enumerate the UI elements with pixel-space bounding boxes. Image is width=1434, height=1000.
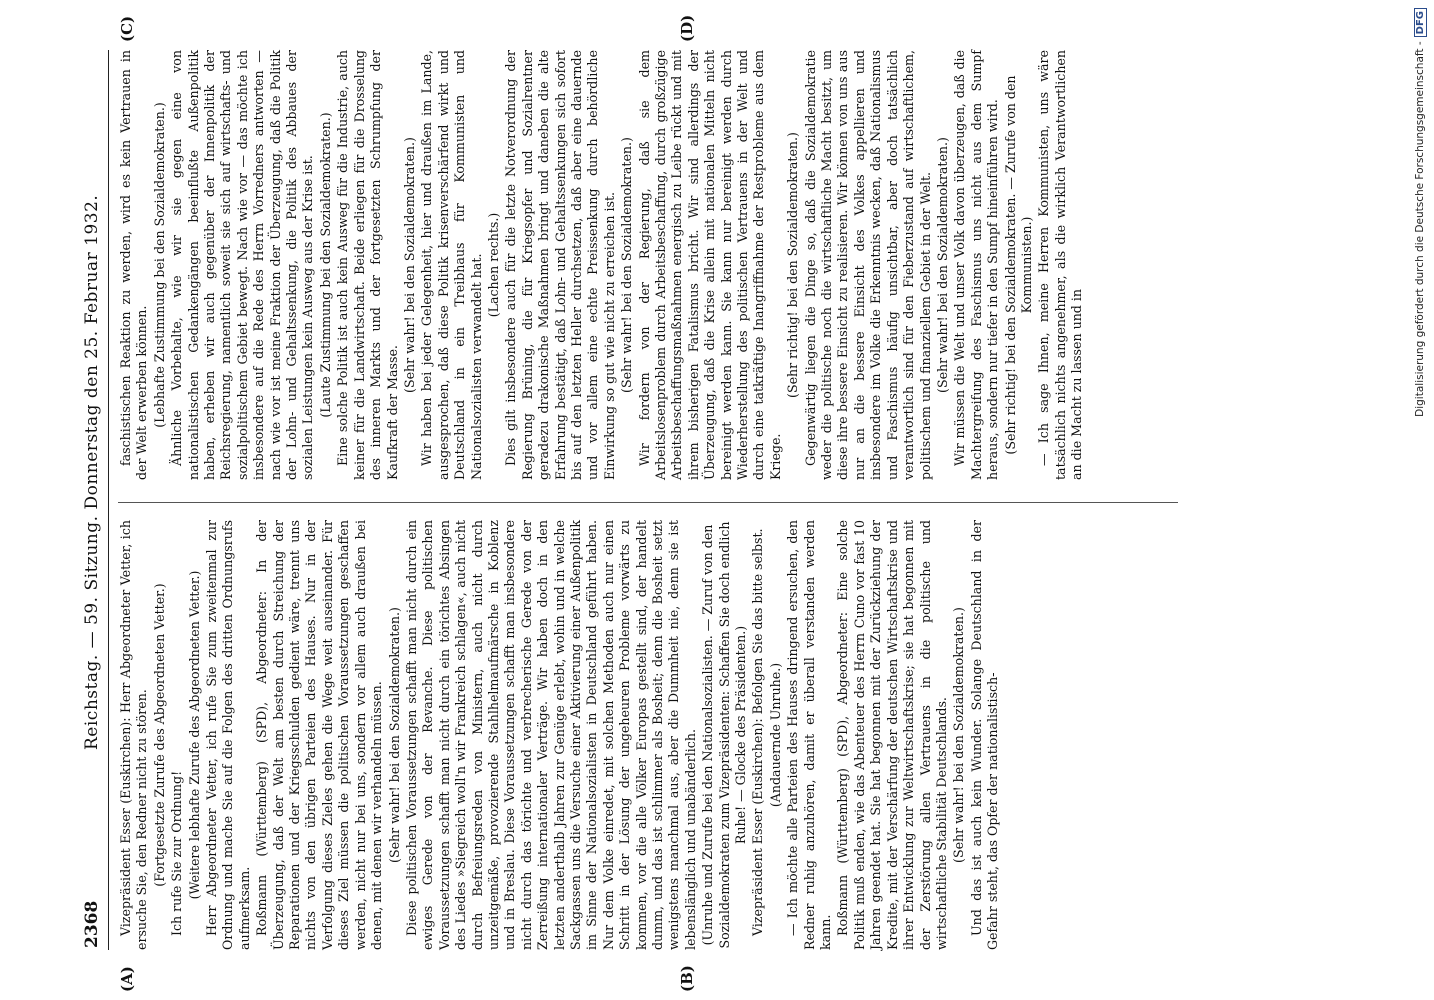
paragraph: — Ich sage Ihnen, meine Herren Kommunisten, uns wäre tatsächlich nichts angenehmer, als die wirklich Verantwortlichen an die Macht zu lassen und in: [1036, 50, 1085, 480]
stage-direction: (Sehr wahr! bei den Sozialdemokraten.): [401, 137, 417, 393]
margin-marker-a: (A): [118, 966, 136, 992]
stage-direction: (Laute Zustimmung bei den Sozialdemokraten.): [317, 112, 333, 418]
stage-direction: (Unruhe und Zurufe bei den Nationalsozialisten. — Zuruf von den Sozialdemokraten zum Vizepräsidenten: Schaffen Sie doch endlich Ruhe! — Glocke des Präsidenten.): [700, 521, 749, 949]
stage-direction: (Lebhafte Zustimmung bei den Sozialdemokraten.): [151, 102, 167, 428]
paragraph: Vizepräsident Esser (Euskirchen): Herr Abgeordneter Vetter, ich ersuche Sie, den Redner nicht zu stören.: [118, 520, 150, 950]
digitization-text: Digitalisierung gefördert durch die Deutsche Forschungsgemeinschaft -: [1414, 41, 1426, 417]
paragraph: Wir haben bei jeder Gelegenheit, hier und draußen im Lande, ausgesprochen, daß diese Politik krisenverschärfend wirkt und Deutschland in ein Treibhaus für Kommunisten und Nationalsozialisten verwandelt hat.: [419, 50, 484, 480]
stage-direction: (Sehr wahr! bei den Sozialdemokraten.): [934, 137, 950, 393]
paragraph: faschistischen Reaktion zu werden, wird es kein Vertrauen in der Welt erwerben können.: [118, 50, 150, 480]
paragraph: Ich rufe Sie zur Ordnung!: [169, 770, 185, 936]
stage-direction: (Lachen rechts.): [485, 212, 501, 318]
margin-marker-d: (D): [678, 14, 696, 42]
paragraph: Roßmann (Württemberg) (SPD), Abgeordneter: In der Überzeugung, daß der Welt am besten durch Streichung der Reparationen und der Kriegsschulden gedient wäre, trennt uns nichts von den übrigen Parteien des Hauses. Nur in der Verfolgung dieses Zieles gehen die Wege weit auseinander. Für dieses Ziel müssen die politischen Voraussetzungen geschaffen werden, nicht nur bei uns, sondern vor allem auch draußen bei denen, mit denen wir verhandeln müssen.: [254, 520, 385, 950]
stage-direction: (Sehr wahr! bei den Sozialdemokraten.): [951, 607, 967, 863]
dfg-logo: DFG: [1414, 8, 1427, 37]
left-column: [118, 520, 1003, 950]
paragraph: Diese politischen Voraussetzungen schafft man nicht durch ein ewiges Gerede von der Revanche. Diese politischen Voraussetzungen schafft man nicht durch ein törichtes Absingen des Liedes »Siegreich woll'n wir Frankreich schlagen«, auch nicht durch Befreiungsreden von Ministern, auch nicht durch unzeitgemäße, provozierende Stahlhelmaufmärsche in Koblenz und in Breslau. Diese Voraussetzungen schafft man insbesondere nicht durch das törichte und verbrecherische Gerede von der Zerreißung internationaler Verträge. Wir haben doch in den letzten anderthalb Jahren zur Genüge erlebt, wohin und in welche Sackgassen uns die Versuche einer Aktivierung einer Außenpolitik im Sinne der Nationalsozialisten in Deutschland geführt haben. Nur dem Volke einredet, mit solchen Methoden auch nur einen Schritt in der Lösung der ungeheuren Probleme vorwärts zu kommen, vor die alle Völker Europas gestellt sind, der handelt dumm, und das ist schlimmer als Bosheit; denn die Bosheit setzt wenigstens manchmal aus, aber die Dummheit nie, denn sie ist lebenslänglich und unabänderlich.: [403, 520, 698, 950]
paragraph: Vizepräsident Esser (Euskirchen): Befolgen Sie das bitte selbst.: [750, 528, 766, 936]
page-header: [78, 50, 109, 950]
right-column: [118, 50, 1087, 480]
stage-direction: (Sehr wahr! bei den Sozialdemokraten.): [386, 607, 402, 863]
column-divider: [118, 502, 1178, 503]
stage-direction: (Sehr richtig! bei den Sozialdemokraten.): [785, 132, 801, 398]
page-number: 2368: [82, 900, 102, 948]
paragraph: Ähnliche Vorbehalte, wie wir sie gegen eine von nationalistischen Gedankengängen beeinflußte Außenpolitik haben, erheben wir auch gegenüber der Innenpolitik der Reichsregierung, namentlich soweit sie sich auf wirtschafts- und sozialpolitischem Gebiet bewegt. Nach wie vor — das möchte ich insbesondere auf die Rede des Herrn Vorredners antworten — nach wie vor ist meine Fraktion der Überzeugung, daß die Politik der Lohn- und Gehaltssenkung, die Politik des Abbaues der sozialen Leistungen kein Ausweg aus der Krise ist.: [169, 50, 316, 480]
paragraph: Eine solche Politik ist auch kein Ausweg für die Industrie, auch keiner für die Landwirtschaft. Beide erliegen für die Drosselung des inneren Markts und der fortgesetzten Schrumpfung der Kaufkraft der Masse.: [335, 50, 400, 480]
page-title: Reichstag. — 59. Sitzung. Donnerstag den 25. Februar 1932.: [82, 194, 102, 750]
margin-marker-c: (C): [118, 15, 136, 42]
paragraph: Wir fordern von der Regierung, daß sie dem Arbeitslosenproblem durch Arbeitsbeschaffung, durch großzügige Arbeitsbeschaffungsmaßnahmen energisch zu Leibe rückt und mit ihrem bisherigen Fatalismus bricht. Wir sind allerdings der Überzeugung, daß die Krise allein mit nationalen Mitteln nicht bereinigt werden kann. Sie kann nur bereinigt werden durch Wiederherstellung des politischen Vertrauens in der Welt und durch eine tatkräftige Inangriffnahme der Restprobleme aus dem Kriege.: [636, 50, 783, 480]
paragraph: Und das ist auch kein Wunder. Solange Deutschland in der Gefahr steht, das Opfer der nationalistisch-: [968, 520, 1001, 950]
paragraph: Dies gilt insbesondere auch für die letzte Notverordnung der Regierung Brüning, die für Kriegsopfer und Sozialrentner geradezu drakonische Maßnahmen bringt und daneben die alte Erfahrung bestätigt, daß Lohn- und Gehaltssenkungen sich sofort bis auf den letzten Heller durchsetzen, daß aber eine dauernde und vor allem eine echte Preissenkung durch behördliche Einwirkung so gut wie nicht zu erreichen ist.: [503, 50, 617, 480]
paragraph: Wir müssen die Welt und unser Volk davon überzeugen, daß die Machtergreifung des Faschismus uns nicht aus dem Sumpf heraus, sondern nur tiefer in den Sumpf hineinführen wird.: [952, 50, 1001, 480]
margin-marker-b: (B): [678, 965, 696, 992]
stage-direction: (Fortgesetzte Zurufe des Abgeordneten Vetter.): [151, 583, 167, 887]
stage-direction: (Weitere lebhafte Zurufe des Abgeordneten Vetter.): [186, 570, 202, 900]
stage-direction: (Sehr wahr! bei den Sozialdemokraten.): [619, 137, 635, 393]
paragraph: — Ich möchte alle Parteien des Hauses dringend ersuchen, den Redner ruhig anzuhören, damit er überall verstanden werden kann.: [785, 520, 834, 950]
paragraph: Roßmann (Württemberg) (SPD), Abgeordneter: Eine solche Politik muß enden, wie das Abenteuer des Herrn Cuno vor fast 10 Jahren geendet hat. Sie hat begonnen mit der Zurückziehung der Kredite, mit der Verschärfung der deutschen Wirtschaftskrise und ihrer Entwicklung zur Weltwirtschaftskrise; sie hat begonnen mit der Zerstörung allen Vertrauens in die politische und wirtschaftliche Stabilität Deutschlands.: [835, 520, 949, 950]
stage-direction: (Andauernde Unruhe.): [767, 662, 783, 808]
paragraph: Herr Abgeordneter Vetter, ich rufe Sie zum zweitenmal zur Ordnung und mache Sie auf die Folgen des dritten Ordnungsrufs aufmerksam.: [204, 520, 252, 950]
digitization-note: [1414, 8, 1434, 988]
paragraph: Gegenwärtig liegen die Dinge so, daß die Sozialdemokratie weder die politische noch die wirtschaftliche Macht besitzt, um diese ihre bessere Einsicht zu realisieren. Wir können von uns aus nur an die bessere Einsicht des Volkes appellieren und insbesondere im Volke die Erkenntnis wecken, daß Nationalismus und Faschismus häufig unsichtbar, aber doch tatsächlich verantwortlich sind für den Fieberzustand auf wirtschaftlichem, politischem und finanziellem Gebiet in der Welt.: [802, 50, 933, 480]
stage-direction: (Sehr richtig! bei den Sozialdemokraten. — Zurufe von den Kommunisten.): [1002, 75, 1034, 455]
